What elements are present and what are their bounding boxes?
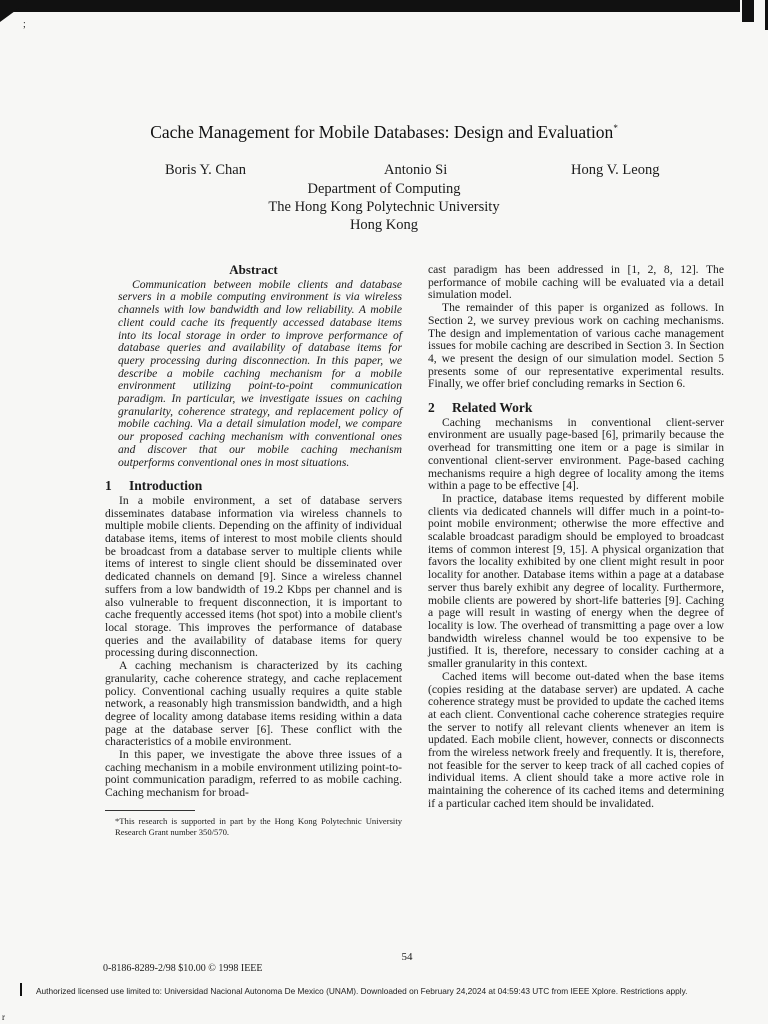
scan-corner-mark: r	[2, 1012, 5, 1022]
intro-paragraph-1: In a mobile environment, a set of database servers disseminates database information via wireless channels to multiple mobile clients. Depending on the affinity of individual database items, items of interest to most mobile clients should be broadcast from a database server to multiple clients while items of interest to single client should be disseminated over dedicated channels on demand [9]. Since a wireless channel suffers from a low bandwidth of 19.2 Kbps per channel and is also vulnerable to frequent disconnection, it is important to cache frequently accessed items (hot spot) into a mobile client's local storage. This improves the performance of database queries and the availability of database items for query processing during disconnection.	[105, 493, 402, 660]
author-2: Antonio Si	[384, 162, 448, 178]
related-paragraph-2: In practice, database items requested by different mobile clients via dedicated channels will differ much in a point-to-point mobile environment; otherwise the more effective and scalable broadcast paradigm should be employed to broadcast items of common interest [9, 15]. A physical organization that favors the locality exhibited by one client might result in poor locality for another. Database items within a page at a database server thus barely exhibit any degree of locality. Furthermore, mobile clients are powered by short-life batteries [9]. Caching a page will result in wasting of energy when the degree of locality is low. The overhead of transmitting a page over a low bandwidth wireless channel would be too expensive to be justified. It is, therefore, necessary to consider caching at a smaller granularity in this context.	[428, 491, 724, 671]
left-column	[105, 264, 402, 838]
intro-paragraph-2: A caching mechanism is characterized by its caching granularity, cache coherence strategy, and cache replacement policy. Conventional caching usually requires a quite stable network, a reasonably high transmission bandwidth, and a high degree of locality among database items residing within a data page at the database server [6]. These conflict with the characteristics of a mobile environment.	[105, 659, 402, 749]
license-notice: Authorized licensed use limited to: Universidad Nacional Autonoma De Mexico (UNAM). Downloaded on February 24,2024 at 04:59:43 UTC from IEEE Xplore. Restrictions apply.	[36, 986, 688, 996]
scan-top-border	[0, 0, 768, 22]
affiliation-city: Hong Kong	[349, 217, 419, 233]
abstract-text: Communication between mobile clients and database servers in a mobile computing environment is via wireless channels with low bandwidth and low reliability. A mobile client could cache its frequently accessed database items into its local storage in order to improve performance of database queries and availability of database items for query processing during disconnection. In this paper, we describe a mobile caching mechanism for a mobile environment utilizing point-to-point communication paradigm. In particular, we investigate issues on caching granularity, coherence strategy, and replacement policy of mobile caching. Via a detail simulation model, we compare our proposed caching mechanism with conventional ones and discover that our mobile caching mechanism outperforms conventional ones in most situations.	[118, 277, 402, 469]
intro-paragraph-3: In this paper, we investigate the above three issues of a caching mechanism in a mobile environment utilizing point-to-point communication paradigm, referred to as mobile caching. Caching mechanism for broad-	[105, 748, 402, 800]
scan-margin-mark	[20, 983, 22, 996]
section-1-heading: 1 Introduction	[105, 478, 203, 494]
related-paragraph-3: Cached items will become out-dated when the base items (copies residing at the database server) are updated. A cache coherence strategy must be provided to update the cached items at each client. Conventional cache coherence strategies require the server to notify all relevant clients whenever an item is updated. Each mobile client, however, connects or disconnects from the wireless network freely and frequently. It is, therefore, not feasible for the server to keep track of all cached copies of individual items. A client should take a more active role in maintaining the coherence of its cached items and determining if a particular cached item should be invalidated.	[428, 669, 724, 810]
affiliation-university: The Hong Kong Polytechnic University	[268, 199, 500, 215]
right-column	[428, 264, 724, 811]
related-paragraph-1: Caching mechanisms in conventional client-server environment are usually page-based [6], primarily because the overhead for transmitting one item or a page is similar in conventional client-server environment. Page-based caching mechanisms require a high degree of locality among the items within a page to be effective [4].	[428, 415, 724, 493]
affiliation-department: Department of Computing	[307, 181, 461, 197]
author-1: Boris Y. Chan	[165, 162, 246, 178]
paper-title: Cache Management for Mobile Databases: Design and Evaluation*	[150, 122, 618, 142]
organization-paragraph: The remainder of this paper is organized as follows. In Section 2, we survey previous work on caching mechanisms. The design and implementation of various cache management issues for mobile caching are described in Section 3. In Section 4, we present the design of our simulation model. Section 5 presents some of our representative experimental results. Finally, we offer brief concluding remarks in Section 6.	[428, 301, 724, 391]
footnote: *This research is supported in part by the Hong Kong Polytechnic University Research Grant number 350/570.	[115, 815, 402, 837]
section-2-heading: 2 Related Work	[428, 400, 533, 416]
page-number: 54	[401, 951, 413, 963]
footnote-rule	[105, 810, 195, 811]
isbn-line: 0-8186-8289-2/98 $10.00 © 1998 IEEE	[103, 963, 263, 974]
author-3: Hong V. Leong	[571, 162, 660, 178]
abstract-heading: Abstract	[229, 262, 278, 277]
intro-continued-paragraph: cast paradigm has been addressed in [1, 2, 8, 12]. The performance of mobile caching will be evaluated via a detail simulation model.	[428, 263, 724, 302]
scan-mark: ;	[23, 19, 26, 30]
